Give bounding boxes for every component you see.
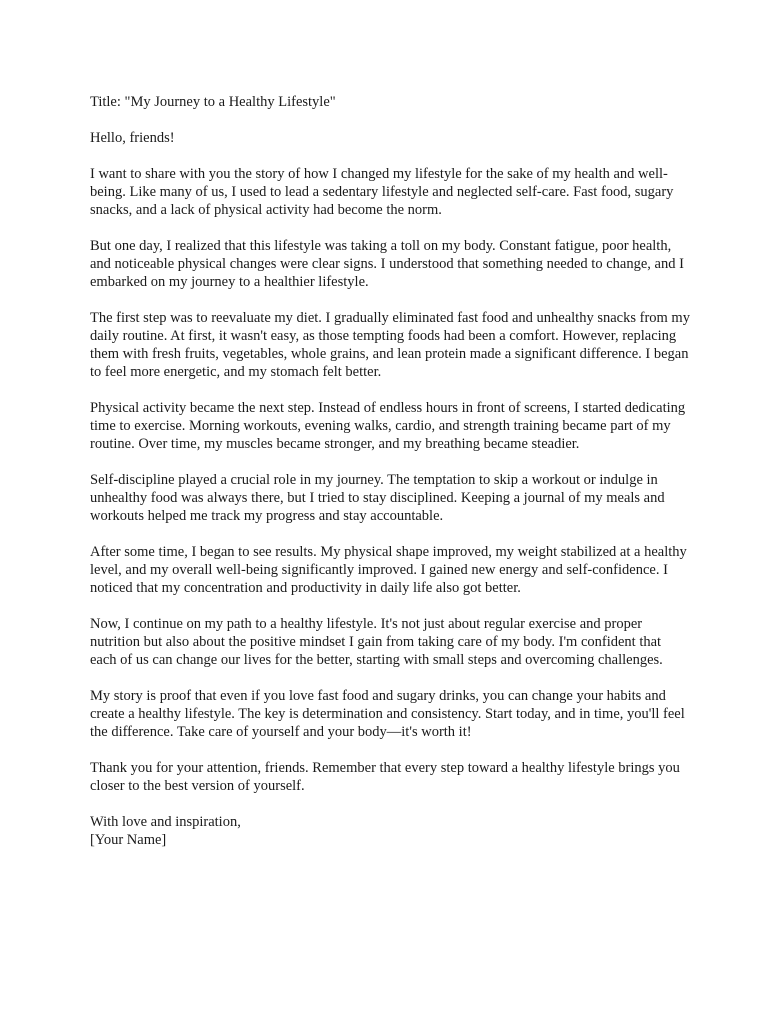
greeting: Hello, friends! [90,130,175,146]
paragraph-thanks: Thank you for your attention, friends. Remember that every step toward a healthy lifestyle brings you closer to the best version of yourself. [90,760,680,794]
document-title: Title: "My Journey to a Healthy Lifestyle" [90,94,336,110]
paragraph-discipline: Self-discipline played a crucial role in my journey. The temptation to skip a workout or indulge in unhealthy food was always there, but I tried to stay disciplined. Keeping a journal of my meals and workouts helped me track my progress and stay accountable. [90,472,665,524]
paragraph-continue: Now, I continue on my path to a healthy lifestyle. It's not just about regular exercise and proper nutrition but also about the positive mindset I gain from taking care of my body. I'm confident that each of us can change our lives for the better, starting with small steps and overcoming challenges. [90,616,663,668]
signature: [Your Name] [90,832,167,848]
closing-line: With love and inspiration, [90,814,241,830]
paragraph-diet: The first step was to reevaluate my diet. I gradually eliminated fast food and unhealthy snacks from my daily routine. At first, it wasn't easy, as those tempting foods had been a comfort. However, replacing them with fresh fruits, vegetables, whole grains, and lean protein made a significant difference. I began to feel more energetic, and my stomach felt better. [90,310,690,380]
document-page [90,93,690,849]
paragraph-proof: My story is proof that even if you love fast food and sugary drinks, you can change your habits and create a healthy lifestyle. The key is determination and consistency. Start today, and in time, you'll feel the difference. Take care of yourself and your body—it's worth it! [90,688,685,740]
paragraph-results: After some time, I began to see results. My physical shape improved, my weight stabilized at a healthy level, and my overall well-being significantly improved. I gained new energy and self-confidence. I noticed that my concentration and productivity in daily life also got better. [90,544,687,596]
paragraph-realization: But one day, I realized that this lifestyle was taking a toll on my body. Constant fatigue, poor health, and noticeable physical changes were clear signs. I understood that something needed to change, and I embarked on my journey to a healthier lifestyle. [90,238,684,290]
paragraph-activity: Physical activity became the next step. Instead of endless hours in front of screens, I started dedicating time to exercise. Morning workouts, evening walks, cardio, and strength training became part of my routine. Over time, my muscles became stronger, and my breathing became steadier. [90,400,686,452]
paragraph-intro: I want to share with you the story of how I changed my lifestyle for the sake of my health and well-being. Like many of us, I used to lead a sedentary lifestyle and neglected self-care. Fast food, sugary snacks, and a lack of physical activity had become the norm. [90,166,674,218]
